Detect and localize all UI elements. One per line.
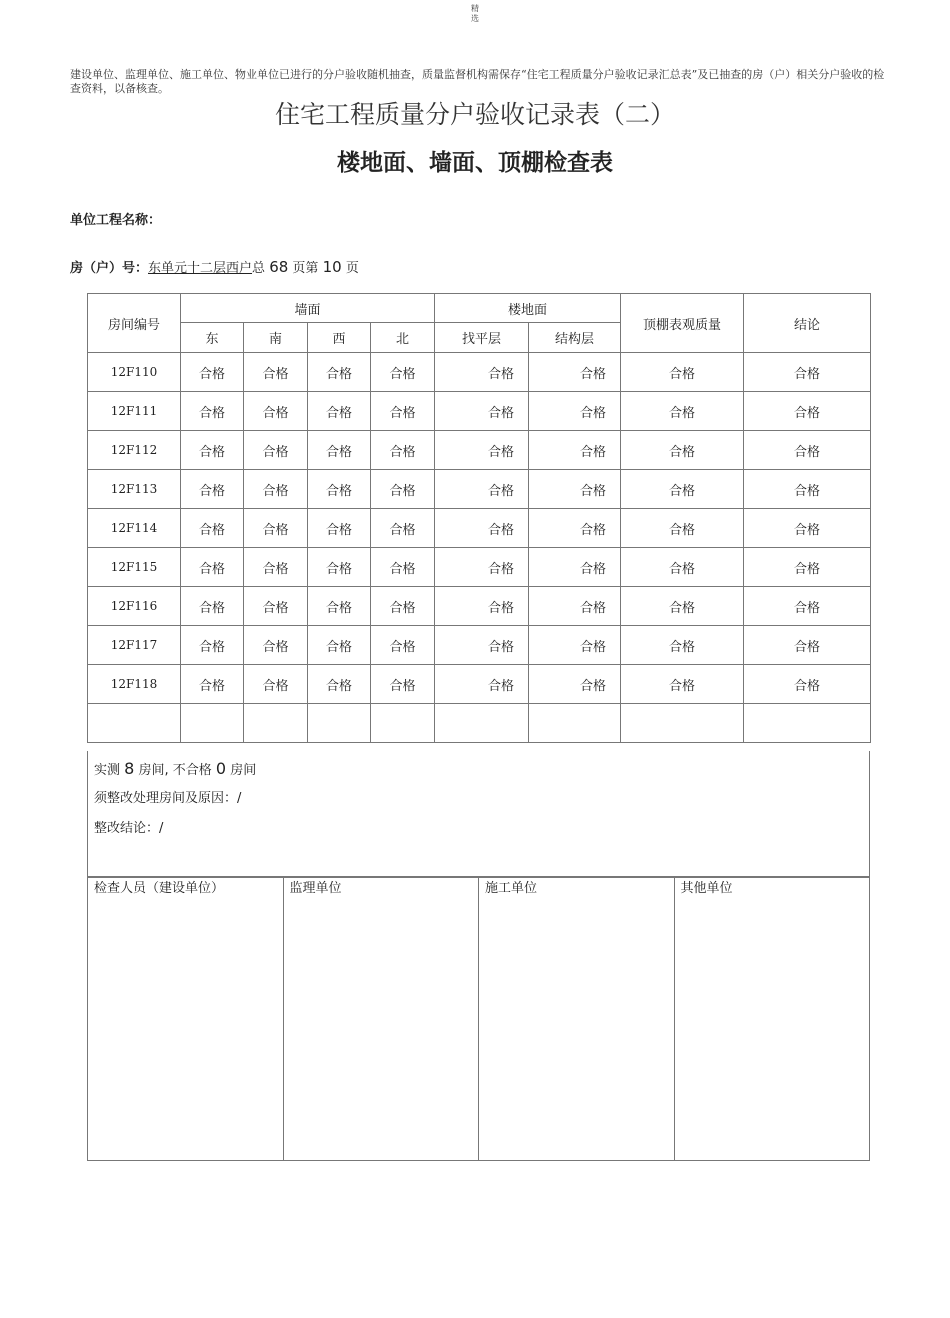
wall-south-cell: 合格 [244, 509, 308, 548]
wall-south-cell: 合格 [244, 626, 308, 665]
wall-west-cell: 合格 [308, 509, 371, 548]
wall-south-cell: 合格 [244, 392, 308, 431]
wall-west-cell: 合格 [308, 548, 371, 587]
unit-name-label: 单位工程名称： [70, 213, 162, 228]
conclusion-cell: 合格 [744, 665, 871, 704]
floor-structure-cell: 合格 [529, 626, 621, 665]
wall-east-cell: 合格 [181, 509, 244, 548]
rectify-conclusion: 整改结论：/ [94, 821, 164, 836]
wall-north-cell: 合格 [371, 509, 435, 548]
table-cell [244, 704, 308, 743]
header-wall-north: 北 [371, 323, 435, 353]
wall-north-cell: 合格 [371, 665, 435, 704]
floor-leveling-cell: 合格 [435, 665, 529, 704]
table-cell [88, 704, 181, 743]
wall-east-cell: 合格 [181, 665, 244, 704]
wall-south-cell: 合格 [244, 548, 308, 587]
conclusion-cell: 合格 [744, 353, 871, 392]
wall-east-cell: 合格 [181, 587, 244, 626]
table-header-row [88, 294, 871, 323]
header-conclusion: 结论 [744, 294, 871, 353]
header-wall-south: 南 [244, 323, 308, 353]
header-floor: 楼地面 [435, 294, 621, 323]
floor-leveling-cell: 合格 [435, 626, 529, 665]
ceiling-cell: 合格 [621, 353, 744, 392]
wall-east-cell: 合格 [181, 353, 244, 392]
floor-structure-cell: 合格 [529, 548, 621, 587]
ceiling-cell: 合格 [621, 548, 744, 587]
signature-construction-unit: 检查人员（建设单位） [88, 878, 284, 1160]
page-subtitle: 楼地面、墙面、顶棚检查表 [337, 150, 613, 176]
wall-south-cell: 合格 [244, 470, 308, 509]
header-mark-line2: 选 [471, 14, 479, 23]
floor-leveling-cell: 合格 [435, 548, 529, 587]
wall-west-cell: 合格 [308, 665, 371, 704]
wall-west-cell: 合格 [308, 626, 371, 665]
conclusion-cell: 合格 [744, 548, 871, 587]
measured-summary [94, 759, 863, 789]
room-id-cell: 12F110 [88, 353, 181, 392]
table-body [88, 353, 871, 704]
room-id-cell: 12F116 [88, 587, 181, 626]
wall-north-cell: 合格 [371, 587, 435, 626]
wall-south-cell: 合格 [244, 353, 308, 392]
table-row [88, 626, 871, 665]
room-id-cell: 12F111 [88, 392, 181, 431]
inspection-table [87, 293, 871, 743]
summary-section [87, 751, 870, 877]
floor-structure-cell: 合格 [529, 431, 621, 470]
wall-north-cell: 合格 [371, 431, 435, 470]
wall-west-cell: 合格 [308, 431, 371, 470]
failed-count: 0 [215, 759, 227, 778]
conclusion-cell: 合格 [744, 470, 871, 509]
ceiling-cell: 合格 [621, 665, 744, 704]
table-row [88, 392, 871, 431]
ceiling-cell: 合格 [621, 587, 744, 626]
ceiling-cell: 合格 [621, 509, 744, 548]
conclusion-cell: 合格 [744, 392, 871, 431]
table-row [88, 509, 871, 548]
header-floor-leveling: 找平层 [435, 323, 529, 353]
room-number-field [70, 257, 359, 279]
page-title: 住宅工程质量分户验收记录表（二） [274, 100, 675, 129]
table-row [88, 353, 871, 392]
wall-east-cell: 合格 [181, 626, 244, 665]
header-floor-structure: 结构层 [529, 323, 621, 353]
floor-leveling-cell: 合格 [435, 587, 529, 626]
page-no-prefix: 页第 [292, 261, 319, 276]
table-row [88, 548, 871, 587]
total-pages-prefix: 总 [252, 261, 266, 276]
room-id-cell: 12F112 [88, 431, 181, 470]
header-ceiling: 顶棚表观质量 [621, 294, 744, 353]
room-id-cell: 12F117 [88, 626, 181, 665]
header-room-id: 房间编号 [88, 294, 181, 353]
floor-leveling-cell: 合格 [435, 470, 529, 509]
table-row [88, 431, 871, 470]
signature-supervision-unit: 监理单位 [284, 878, 480, 1160]
wall-south-cell: 合格 [244, 587, 308, 626]
signature-other-unit: 其他单位 [680, 881, 733, 896]
notice-text: 建设单位、监理单位、施工单位、物业单位已进行的分户验收随机抽查，质量监督机构需保存“住宅工程质量分户验收记录汇总表”及已抽查的房（户）相关分户验收的检查资料，以备核查。 [70, 68, 885, 95]
floor-structure-cell: 合格 [529, 392, 621, 431]
table-row [88, 665, 871, 704]
signature-contractor-unit: 施工单位 [479, 878, 675, 1160]
table-cell [435, 704, 529, 743]
total-pages: 68 [269, 258, 289, 276]
measured-count: 8 [124, 759, 135, 778]
conclusion-cell: 合格 [744, 587, 871, 626]
wall-east-cell: 合格 [181, 470, 244, 509]
signature-section [87, 877, 870, 1161]
table-cell [744, 704, 871, 743]
wall-north-cell: 合格 [371, 392, 435, 431]
table-cell [181, 704, 244, 743]
header-mark-line1: 精 [471, 4, 479, 13]
table-row [88, 587, 871, 626]
ceiling-cell: 合格 [621, 626, 744, 665]
conclusion-cell: 合格 [744, 509, 871, 548]
floor-leveling-cell: 合格 [435, 392, 529, 431]
floor-leveling-cell: 合格 [435, 431, 529, 470]
header-wall: 墙面 [181, 294, 435, 323]
room-number-label: 房（户）号： [70, 261, 149, 276]
table-cell [308, 704, 371, 743]
room-id-cell: 12F118 [88, 665, 181, 704]
conclusion-cell: 合格 [744, 431, 871, 470]
wall-north-cell: 合格 [371, 626, 435, 665]
table-cell [529, 704, 621, 743]
wall-east-cell: 合格 [181, 548, 244, 587]
page-header-mark [0, 4, 950, 24]
wall-north-cell: 合格 [371, 353, 435, 392]
measured-prefix: 实测 [94, 763, 121, 778]
page-no-suffix: 页 [345, 261, 359, 276]
conclusion-cell: 合格 [744, 626, 871, 665]
page-number: 10 [322, 258, 342, 276]
measured-mid: 房间, 不合格 [138, 763, 212, 778]
floor-leveling-cell: 合格 [435, 509, 529, 548]
floor-leveling-cell: 合格 [435, 353, 529, 392]
ceiling-cell: 合格 [621, 431, 744, 470]
room-id-cell: 12F115 [88, 548, 181, 587]
header-wall-east: 东 [181, 323, 244, 353]
wall-south-cell: 合格 [244, 665, 308, 704]
floor-structure-cell: 合格 [529, 665, 621, 704]
wall-east-cell: 合格 [181, 392, 244, 431]
room-number-value: 东单元十二层西户 [148, 261, 253, 276]
wall-south-cell: 合格 [244, 431, 308, 470]
table-cell [621, 704, 744, 743]
wall-north-cell: 合格 [371, 548, 435, 587]
table-row-empty [88, 704, 871, 743]
table-row [88, 470, 871, 509]
floor-structure-cell: 合格 [529, 470, 621, 509]
wall-west-cell: 合格 [308, 470, 371, 509]
header-wall-west: 西 [308, 323, 371, 353]
wall-west-cell: 合格 [308, 353, 371, 392]
floor-structure-cell: 合格 [529, 509, 621, 548]
wall-west-cell: 合格 [308, 587, 371, 626]
ceiling-cell: 合格 [621, 470, 744, 509]
wall-east-cell: 合格 [181, 431, 244, 470]
ceiling-cell: 合格 [621, 392, 744, 431]
unit-name-field [70, 211, 161, 231]
table-cell [371, 704, 435, 743]
wall-west-cell: 合格 [308, 392, 371, 431]
wall-north-cell: 合格 [371, 470, 435, 509]
floor-structure-cell: 合格 [529, 353, 621, 392]
room-id-cell: 12F114 [88, 509, 181, 548]
room-id-cell: 12F113 [88, 470, 181, 509]
rectify-reason: 须整改处理房间及原因：/ [94, 791, 242, 806]
floor-structure-cell: 合格 [529, 587, 621, 626]
measured-suffix: 房间 [230, 763, 257, 778]
